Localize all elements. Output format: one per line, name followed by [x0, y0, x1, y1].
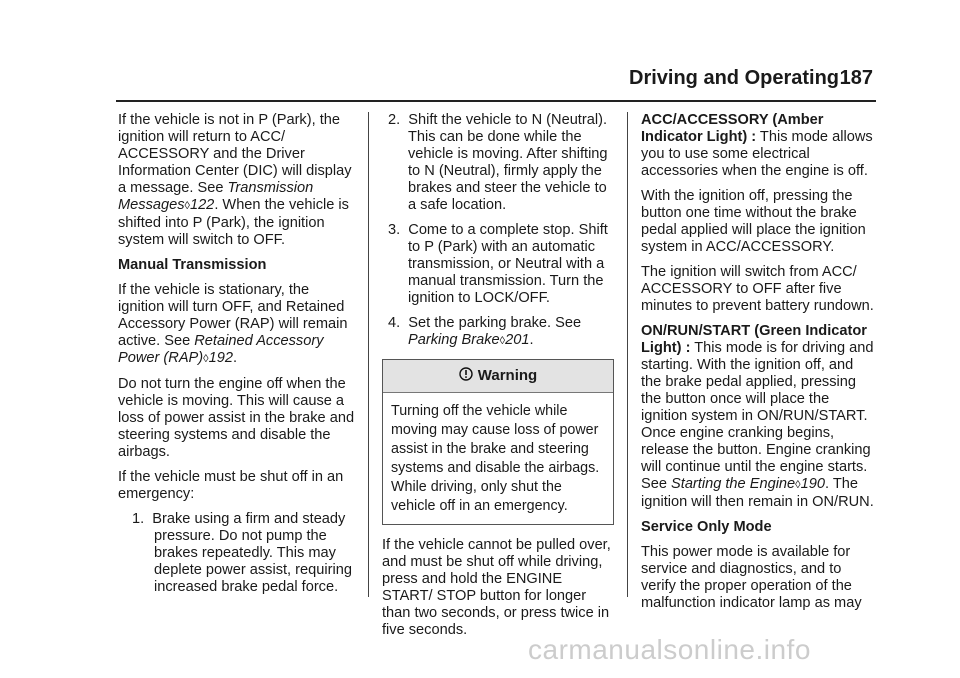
warning-body: Turning off the vehicle while moving may cause loss of power assist in the brake and steering systems and disable the airbags. While driving, only shut the vehicle off in an emergency.: [391, 403, 600, 514]
link-transmission-messages[interactable]: Transmission Messages: [118, 180, 314, 213]
page-ref-icon: ◊: [203, 353, 209, 365]
paragraph-acc-press: With the ignition off, pressing the button one time without the brake pedal applied will place the ignition system in ACC/ACCESSORY.: [641, 188, 866, 255]
warning-icon: [459, 367, 473, 381]
header-rule: [116, 100, 876, 102]
step-1: 1. Brake using a firm and steady pressure. Do not pump the brakes repeatedly. This may deplete power assist, requiring increased brake pedal force.: [132, 511, 352, 595]
paragraph-do-not-turn-off: Do not turn the engine off when the vehicle is moving. This will cause a loss of power assist in the brake and steering systems and disable the airbags.: [118, 376, 355, 460]
paragraph-emergency: If the vehicle must be shut off in an emergency:: [118, 469, 344, 502]
column-2: [382, 112, 614, 647]
page-ref-icon: ◊: [184, 200, 190, 212]
on-run-start-label: ON/RUN/START (Green Indicator Light) :: [641, 323, 867, 356]
heading-service-only-mode: Service Only Mode: [641, 519, 772, 535]
acc-label: ACC/ACCESSORY (Amber Indicator Light) :: [641, 112, 824, 145]
link-retained-accessory-power[interactable]: Retained Accessory Power (RAP): [118, 333, 324, 366]
warning-title: Warning: [477, 367, 538, 384]
heading-manual-transmission: Manual Transmission: [118, 257, 267, 273]
paragraph-cannot-pull-over: If the vehicle cannot be pulled over, and must be shut off while driving, press and hold the ENGINE START/ STOP button for longer than two seconds, or press twice in five seconds.: [382, 537, 611, 638]
warning-box: [382, 359, 614, 525]
step-3: 3. Come to a complete stop. Shift to P (Park) with an automatic transmission, or Neutral with a manual transmission. Turn the ignition to LOCK/OFF.: [388, 222, 608, 306]
paragraph-stationary: If the vehicle is stationary, the ignition will turn OFF, and Retained Accessory Power (RAP) will remain active. See Retained Accessory Power (RAP)◊192.: [118, 282, 348, 366]
column-divider-1: [368, 112, 369, 597]
page-ref-number[interactable]: 122: [189, 197, 215, 213]
paragraph-acc-mode: ACC/ACCESSORY (Amber Indicator Light) : This mode allows you to use some electrical accessories when the engine is off.: [641, 112, 873, 179]
paragraph-service: This power mode is available for service and diagnostics, and to verify the proper operation of the malfunction indicator lamp as may: [641, 544, 862, 611]
link-parking-brake[interactable]: Parking Brake: [408, 332, 500, 348]
page-ref-number[interactable]: 192: [208, 350, 233, 366]
page-number: 187: [839, 67, 873, 89]
column-1: [118, 112, 358, 604]
column-3: [641, 112, 877, 620]
watermark-logo: carmanualsonline.info: [528, 634, 811, 665]
page-ref-icon: ◊: [499, 335, 506, 347]
step-4: 4. Set the parking brake. See Parking Brake◊201.: [388, 315, 582, 348]
paragraph-acc-switch-off: The ignition will switch from ACC/ ACCESSORY to OFF after five minutes to prevent battery rundown.: [641, 264, 874, 314]
page-ref-icon: ◊: [795, 479, 801, 491]
link-starting-the-engine[interactable]: Starting the Engine: [671, 476, 796, 492]
warning-header: [383, 360, 613, 393]
page-ref-number[interactable]: 190: [800, 476, 825, 492]
column-divider-2: [627, 112, 628, 597]
page-ref-number[interactable]: 201: [505, 332, 530, 348]
step-2: 2. Shift the vehicle to N (Neutral). This can be done while the vehicle is moving. After shifting to N (Neutral), firmly apply the brakes and steer the vehicle to a safe location.: [388, 112, 608, 213]
page-header: [629, 67, 879, 98]
paragraph-on-run-start: ON/RUN/START (Green Indicator Light) : This mode is for driving and starting. With the ignition off, and the brake pedal applied, pressing the button once will place the ignition system in ON/RUN/START. Once engine cranking begins, release the button. Engine cranking will continue until the engine starts. See Starting the Engine◊190. The ignition will then remain in ON/RUN.: [641, 323, 874, 510]
section-title: Driving and Operating: [629, 67, 840, 89]
paragraph-ignition-return: If the vehicle is not in P (Park), the ignition will return to ACC/ ACCESSORY and the Driver Information Center (DIC) will display a message. See Transmission Messages◊122. When the vehicle is shifted into P (Park), the ignition system will switch to OFF.: [118, 112, 352, 248]
